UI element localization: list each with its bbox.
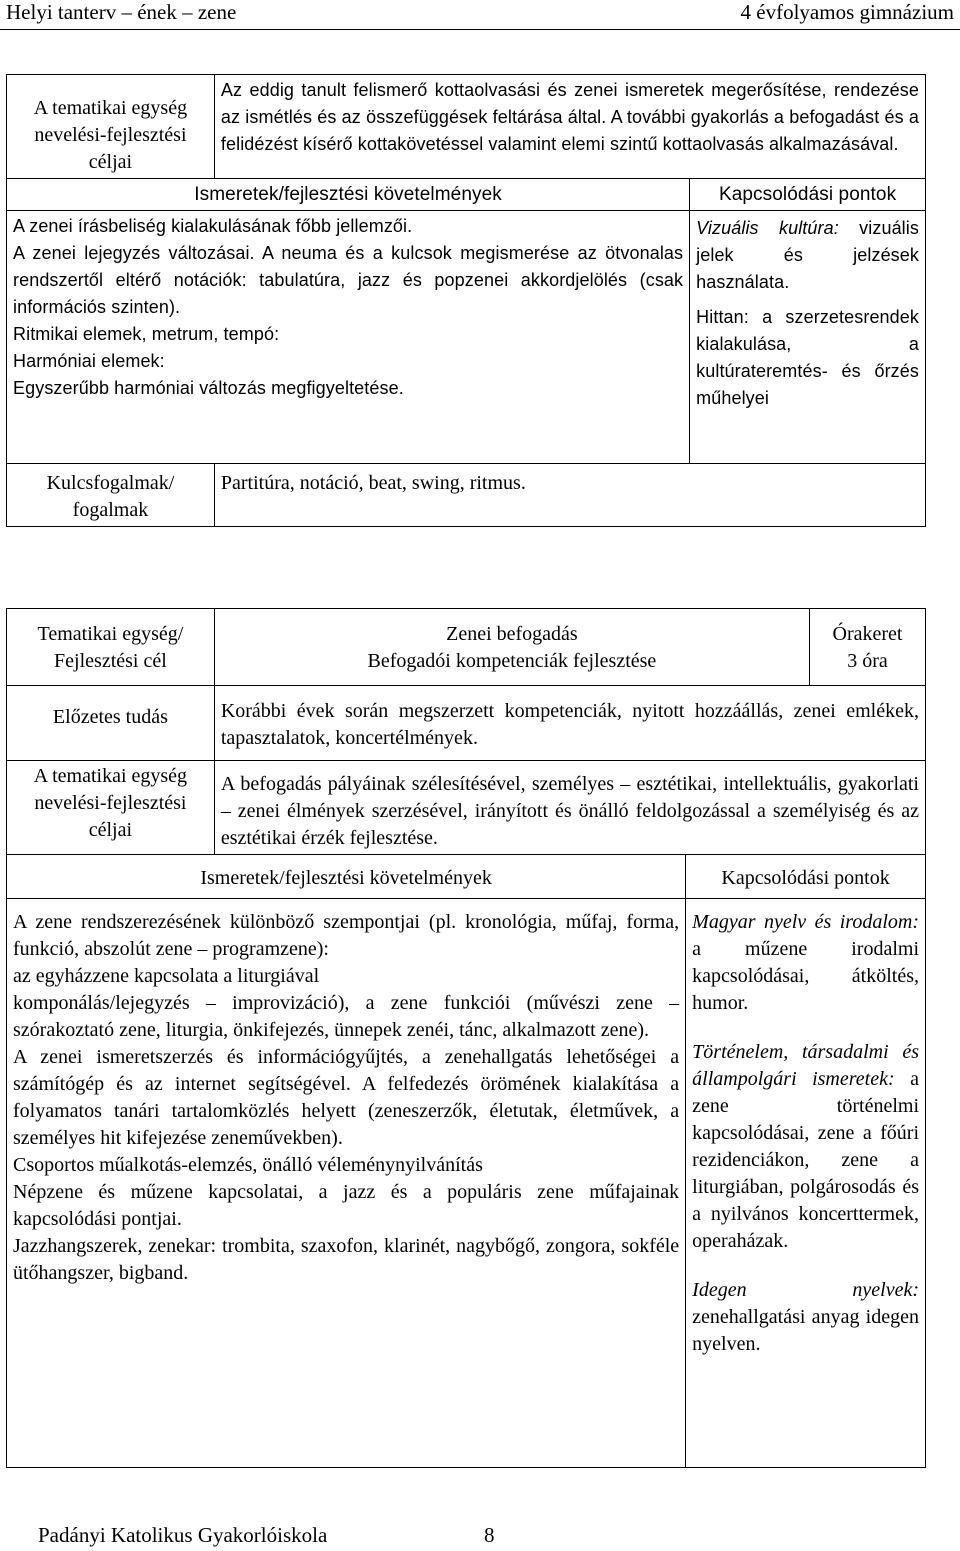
- s2-unit-subtitle: Befogadói kompetenciák fejlesztése: [367, 650, 657, 672]
- s1-req-header: Ismeretek/fejlesztési követelmények: [7, 179, 690, 211]
- s2-req-item: A zene rendszerezésének különböző szempontjai (pl. kronológia, műfaj, forma, funkció, abszolút zene – programzene):: [13, 911, 680, 960]
- s2-goals-label: A tematikai egység nevelési-fejlesztési céljai: [7, 761, 215, 855]
- s2-link-title: Idegen nyelvek:: [692, 1279, 919, 1301]
- s1-req-body: [7, 211, 690, 464]
- s1-link-text: vizuális jelek és jelzések használata.: [696, 218, 919, 292]
- s2-time-label: Órakeret: [832, 623, 903, 645]
- s2-time-cell: [810, 609, 926, 686]
- s1-req-item: Harmóniai elemek:: [13, 351, 165, 371]
- s2-link-title: Magyar nyelv és irodalom:: [692, 911, 919, 933]
- s2-link-text: a műzene irodalmi kapcsolódásai, átköltés, humor.: [692, 938, 919, 1014]
- s1-req-item: A zenei írásbeliség kialakulásának főbb jellemzői.: [13, 216, 413, 236]
- header-divider: [0, 29, 960, 30]
- s1-goals-text: Az eddig tanult felismerő kottaolvasási és zenei ismeretek megerősítése, rendezése az ismétlés és az összefüggések feltárása által. A további gyakorlás a befogadást és a felidézést kísérő kottakövetéssel valamint elemi szintű kottaolvasás alkalmazásával.: [214, 75, 925, 179]
- footer: [38, 1523, 495, 1548]
- page-number: 8: [484, 1523, 495, 1547]
- s2-req-body: [7, 899, 686, 1468]
- s1-links-header: Kapcsolódási pontok: [690, 179, 926, 211]
- header-left: Helyi tanterv – ének – zene: [6, 0, 237, 24]
- s2-unit-label: Tematikai egység/ Fejlesztési cél: [7, 609, 215, 686]
- s2-time-value: 3 óra: [847, 650, 888, 672]
- s2-req-item: Jazzhangszerek, zenekar: trombita, szaxofon, klarinét, nagybőgő, zongora, sokféle ütőhangszer, bigband.: [13, 1235, 680, 1284]
- s2-unit-title: Zenei befogadás: [446, 623, 578, 645]
- s2-links-header: Kapcsolódási pontok: [686, 855, 926, 899]
- s2-link-text: zenehallgatási anyag idegen nyelven.: [692, 1306, 919, 1355]
- s1-link-text: a szerzetesrendek kialakulása, a kultúrateremtés- és őrzés műhelyei: [696, 307, 919, 408]
- s2-link-text: a zene történelmi kapcsolódásai, zene a főúri rezidenciákon, zene a liturgiában, polgárosodás és a nyilvános koncerttermek, operaházak.: [692, 1068, 919, 1252]
- s2-goals-text: A befogadás pályáinak szélesítésével, személyes – esztétikai, intellektuális, gyakorlati – zenei élmények szerzésével, irányított és önálló feldolgozással a személyiség és az esztétikai érzék fejlesztése.: [214, 761, 925, 855]
- s1-link-title: Hittan:: [696, 307, 749, 327]
- s1-link-title: Vizuális kultúra:: [696, 218, 839, 238]
- s2-links-body: [686, 899, 926, 1468]
- s2-prior-text: Korábbi évek során megszerzett kompetenciák, nyitott hozzáállás, zenei emlékek, tapasztalatok, koncertélmények.: [214, 686, 925, 761]
- s2-unit-title-cell: [214, 609, 809, 686]
- s2-link-title: Történelem, társadalmi és állampolgári ismeretek:: [692, 1041, 919, 1090]
- section2-table: [6, 608, 926, 1468]
- s1-keywords-text: Partitúra, notáció, beat, swing, ritmus.: [214, 464, 925, 527]
- s1-req-item: A zenei lejegyzés változásai. A neuma és a kulcsok megismerése az ötvonalas rendszertől eltérő notációk: tabulatúra, jazz és popzenei akkordjelölés (csak információs szinten).: [13, 243, 684, 317]
- header-right: 4 évfolyamos gimnázium: [740, 0, 954, 24]
- s1-links-body: [690, 211, 926, 464]
- s2-req-header: Ismeretek/fejlesztési követelmények: [7, 855, 686, 899]
- section1-table: [6, 74, 926, 527]
- s2-req-item: A zenei ismeretszerzés és információgyűjtés, a zenehallgatás lehetőségei a számítógép és az internet segítségével. A felfedezés örömének kialakítása a folyamatos tanári tartalomközlés helyett (zeneszerzők, életutak, életművek, a személyes hit kifejezése zeneművekben).: [13, 1046, 680, 1149]
- s2-req-item: komponálás/lejegyzés – improvizáció), a zene funkciói (művészi zene – szórakoztató zene, liturgia, önkifejezés, ünnepek zenéi, tánc, alkalmazott zene).: [13, 992, 680, 1041]
- s1-req-item: Ritmikai elemek, metrum, tempó:: [13, 324, 280, 344]
- s2-req-item: az egyházzene kapcsolata a liturgiával: [13, 965, 320, 987]
- s1-req-item: Egyszerűbb harmóniai változás megfigyeltetése.: [13, 378, 404, 398]
- footer-school: Padányi Katolikus Gyakorlóiskola: [38, 1523, 328, 1547]
- s2-req-item: Népzene és műzene kapcsolatai, a jazz és a populáris zene műfajainak kapcsolódási pontjai.: [13, 1181, 680, 1230]
- s2-req-item: Csoportos műalkotás-elemzés, önálló véleménynyilvánítás: [13, 1154, 483, 1176]
- s1-goals-label: A tematikai egység nevelési-fejlesztési céljai: [7, 75, 215, 179]
- s2-prior-label: Előzetes tudás: [7, 686, 215, 761]
- s1-keywords-label: Kulcsfogalmak/ fogalmak: [7, 464, 215, 527]
